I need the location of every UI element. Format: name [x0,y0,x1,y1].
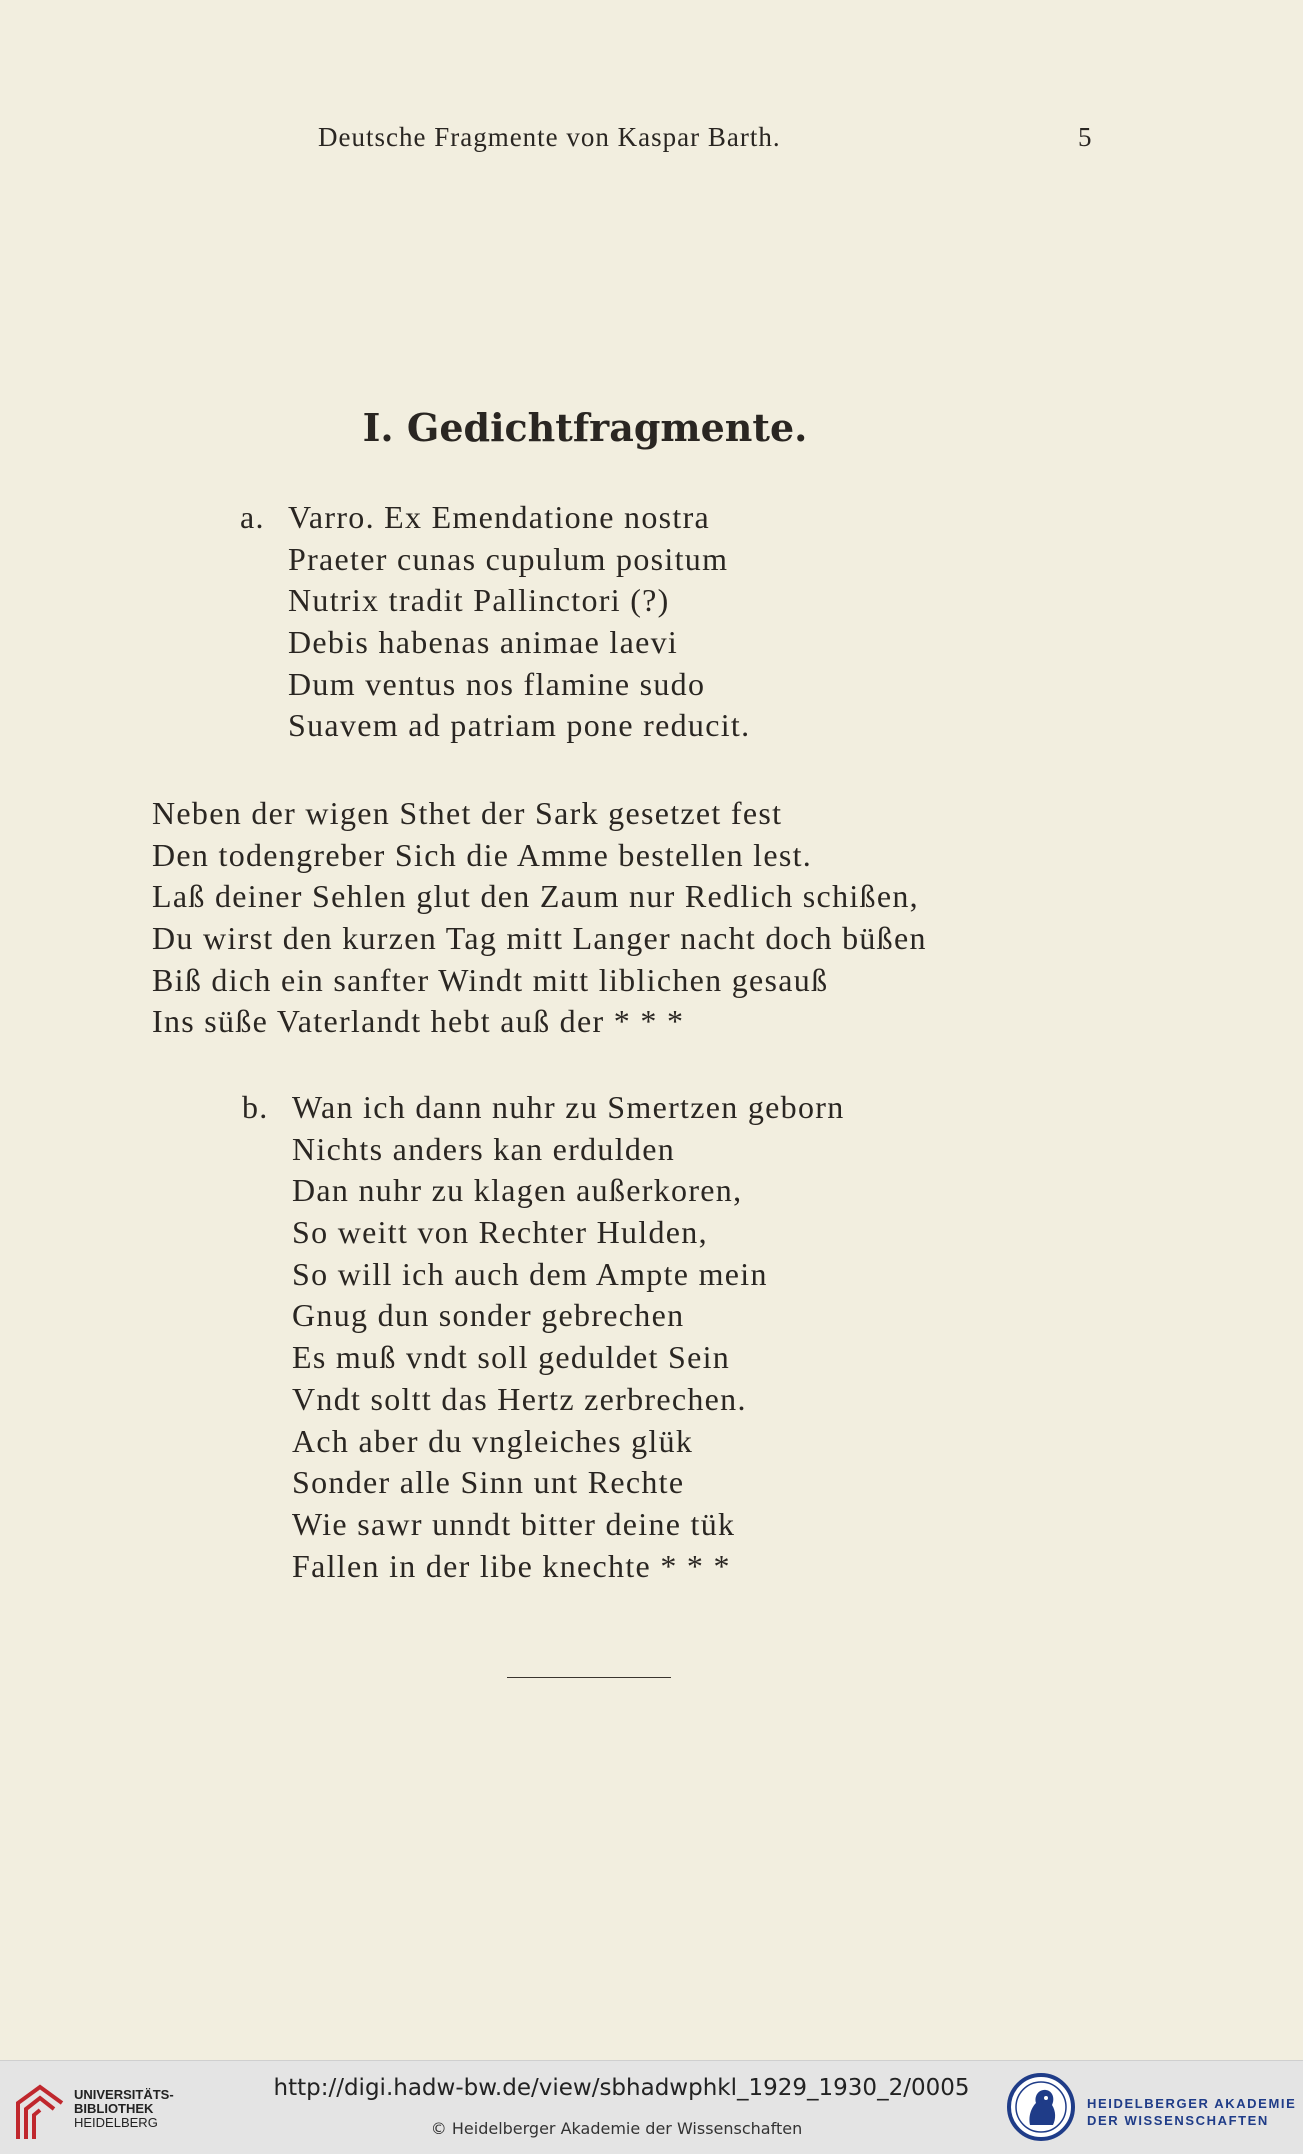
academy-name-line: DER WISSENSCHAFTEN [1087,2113,1269,2128]
poem-line: Sonder alle Sinn unt Rechte [292,1464,685,1501]
poem-b [242,1087,845,1587]
academy-name-line: HEIDELBERGER AKADEMIE [1087,2096,1297,2111]
library-name-line: BIBLIOTHEK [74,2101,154,2116]
poem-line: Fallen in der libe knechte * * * [292,1547,731,1584]
poem-line: Nutrix tradit Pallinctori (?) [288,582,670,619]
poem-line: Debis habenas animae laevi [288,624,679,661]
page-number: 5 [1078,122,1092,152]
poem-line-text: Varro. Ex Emendatione nostra [288,499,711,535]
poem-line [242,1087,845,1129]
poem-label-b: b. [242,1089,269,1125]
poem-line: Es muß vndt soll geduldet Sein [292,1339,731,1376]
poem-line: Nichts anders kan erdulden [292,1130,676,1167]
poem-line-text: Wan ich dann nuhr zu Smertzen geborn [292,1089,845,1125]
poem-line: Ach aber du vngleiches glük [292,1422,694,1459]
poem-line: So will ich auch dem Ampte mein [292,1255,768,1292]
section-end-rule [507,1677,671,1678]
poem-line: Vndt soltt das Hertz zerbrechen. [292,1380,747,1417]
poem-line: Dum ventus nos flamine sudo [288,665,706,702]
poem-a-latin [240,497,751,747]
poem-line: Suavem ad patriam pone reducit. [288,707,751,744]
running-head: Deutsche Fragmente von Kaspar Barth. [318,122,781,152]
copyright-text: © Heidelberger Akademie der Wissenschaften [430,2119,803,2138]
permalink-url-text[interactable]: http://digi.hadw-bw.de/view/sbhadwphkl_1929_1930_2/0005 [273,2075,970,2101]
poem-a-german-translation [152,793,927,1043]
library-name-line: UNIVERSITÄTS- [74,2087,174,2102]
poem-line: Den todengreber Sich die Amme bestellen lest. [152,836,813,873]
library-name-line: HEIDELBERG [74,2115,158,2130]
poem-line: Du wirst den kurzen Tag mitt Langer nacht doch büßen [152,920,927,957]
academy-seal-icon [1006,2071,1076,2143]
poem-line: Gnug dun sonder gebrechen [292,1297,685,1334]
poem-line: Praeter cunas cupulum positum [288,540,729,577]
poem-line: Neben der wigen Sthet der Sark gesetzet fest [152,795,783,831]
academy-name [1087,2095,1296,2129]
poem-line [240,497,750,539]
section-title: I. Gedichtfragmente. [362,405,808,450]
poem-line: Biß dich ein sanfter Windt mitt liblichen gesauß [152,961,829,998]
poem-line: Dan nuhr zu klagen außerkoren, [292,1172,743,1209]
viewer-footer [0,2060,1303,2154]
poem-line: So weitt von Rechter Hulden, [292,1214,708,1251]
poem-line: Ins süße Vaterlandt hebt auß der * * * [152,1003,685,1040]
poem-label-a: a. [240,499,265,535]
poem-line: Laß deiner Sehlen glut den Zaum nur Redlich schißen, [152,878,919,915]
poem-line: Wie sawr unndt bitter deine tük [292,1505,736,1542]
